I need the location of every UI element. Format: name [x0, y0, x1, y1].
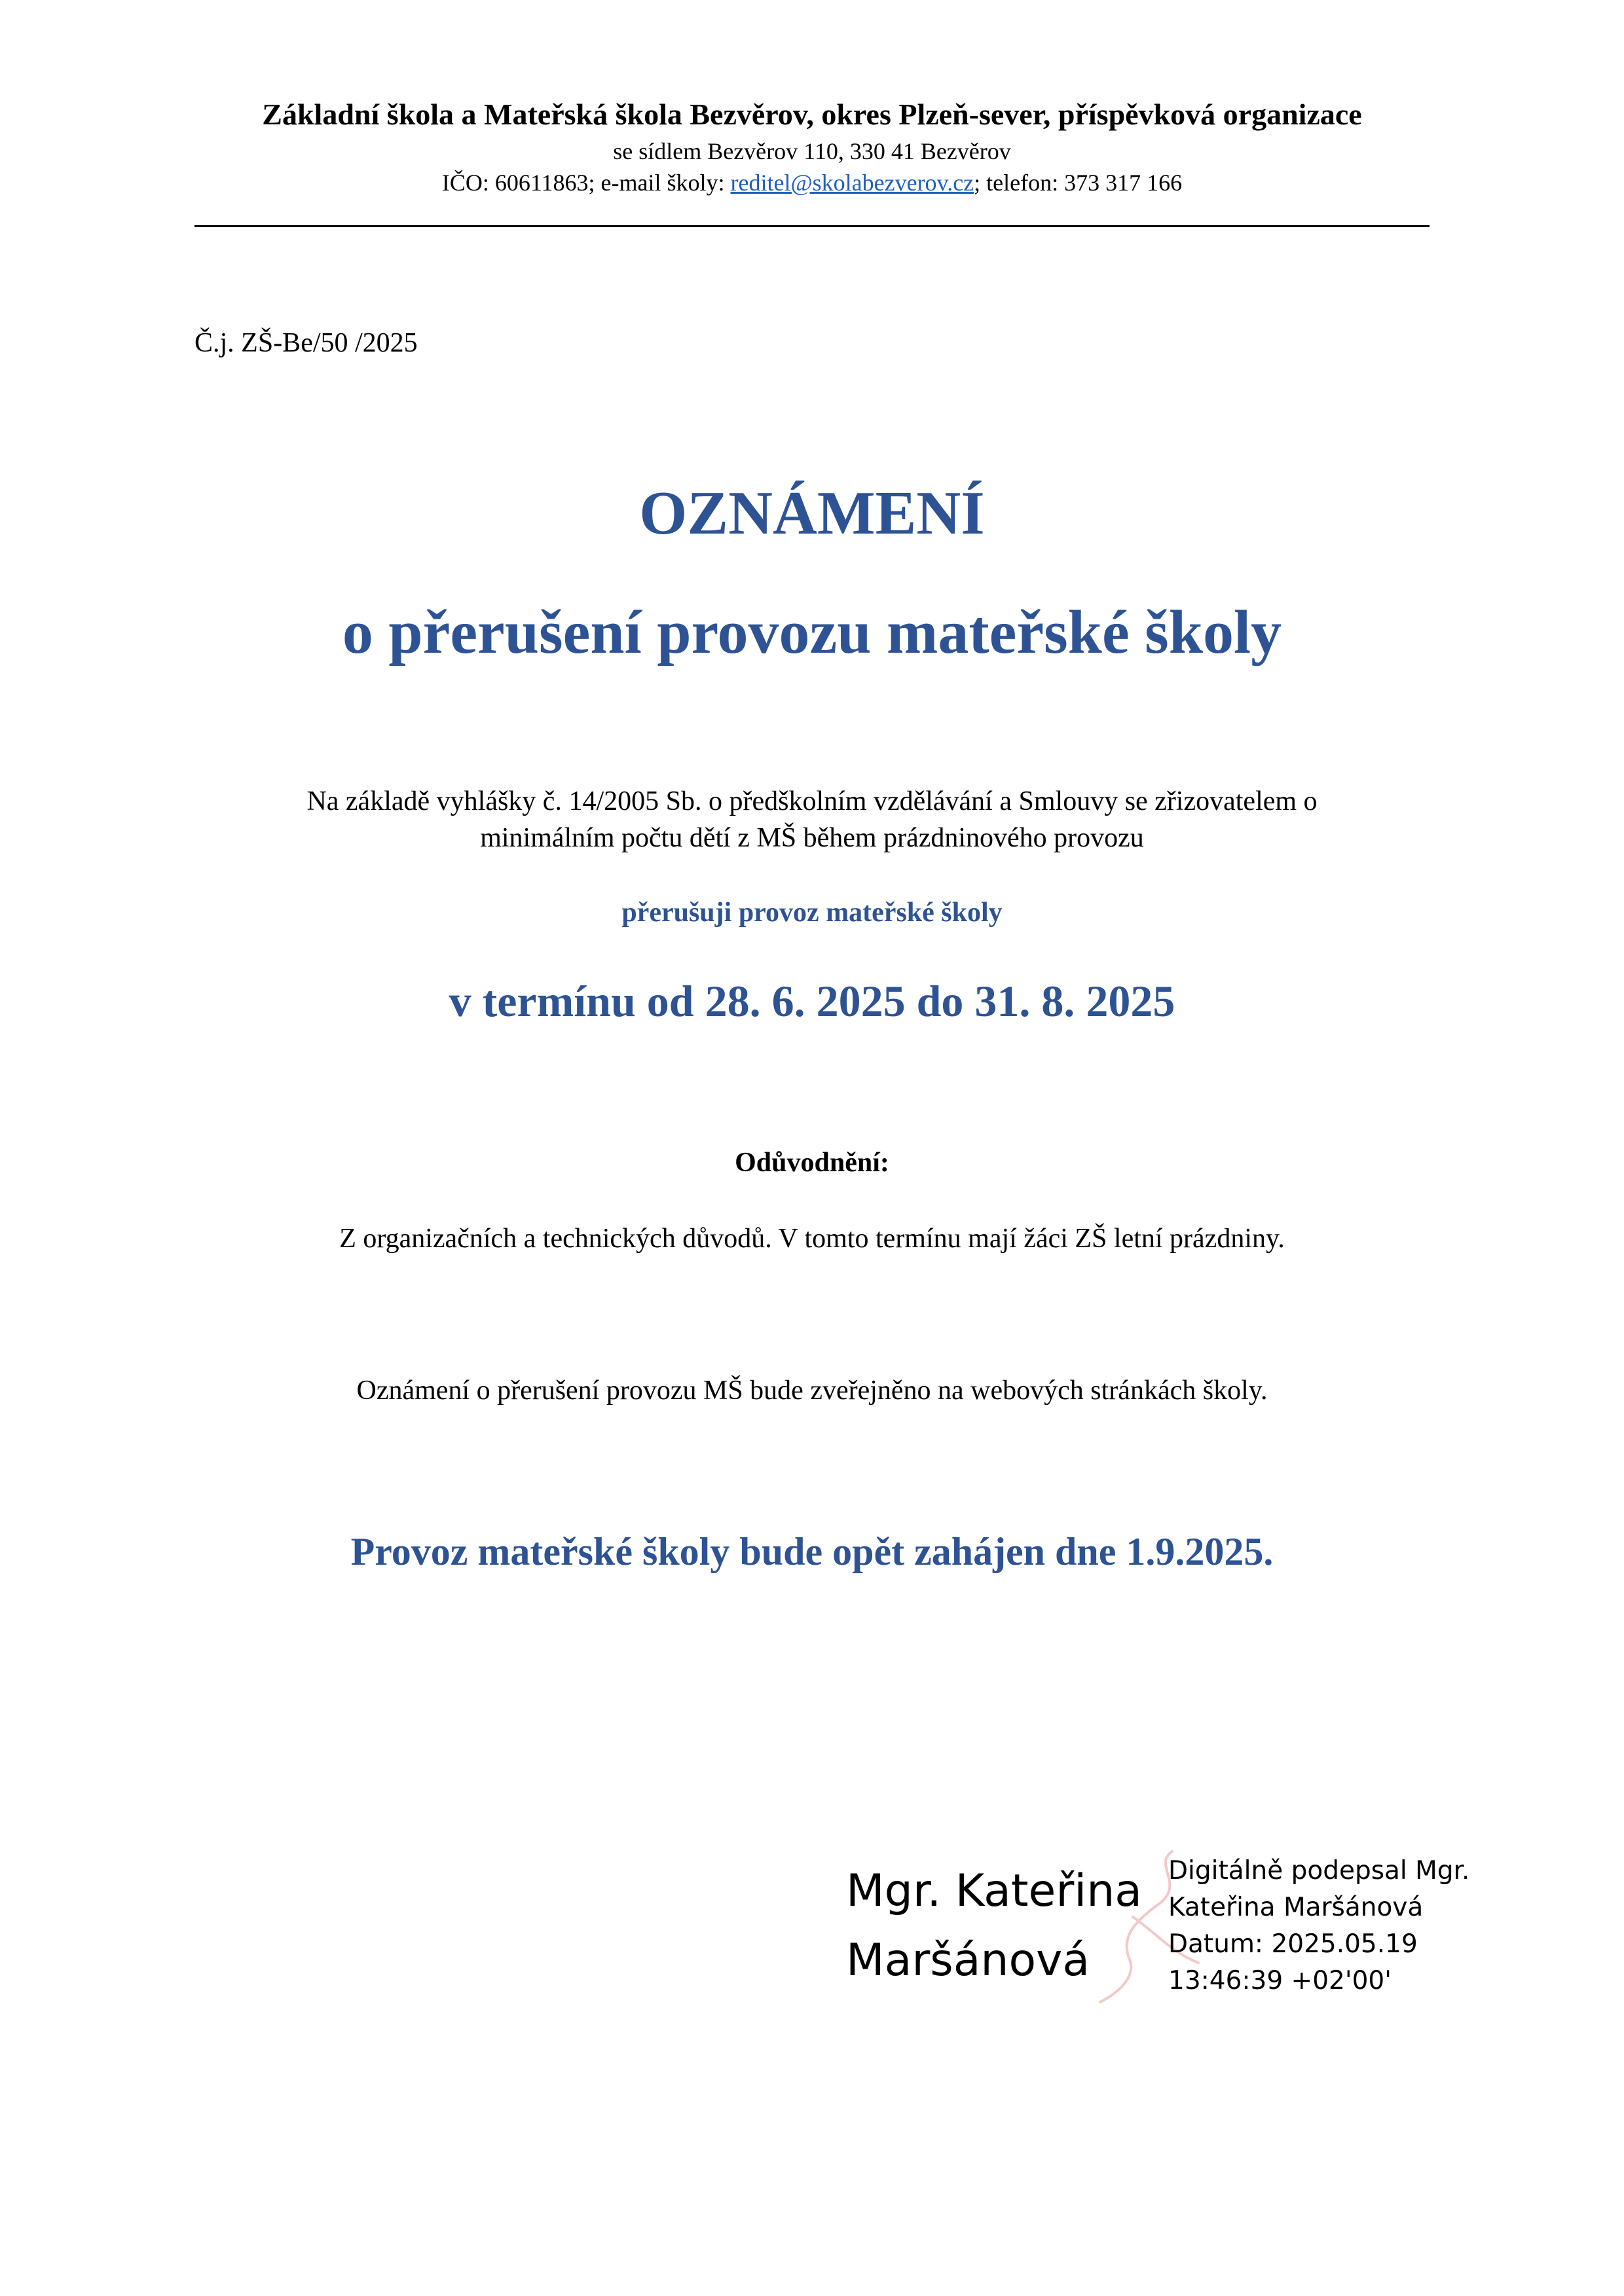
legal-basis-paragraph [0, 783, 1624, 856]
signature-details [1168, 1853, 1469, 1999]
contact-suffix: ; telefon: 373 317 166 [974, 170, 1183, 196]
interruption-statement: přerušuji provoz mateřské školy [621, 898, 1003, 928]
document-title: OZNÁMENÍ [639, 479, 985, 547]
justification-heading: Odůvodnění: [735, 1148, 889, 1178]
publication-note: Oznámení o přerušení provozu MŠ bude zveřejněno na webových stránkách školy. [356, 1376, 1268, 1406]
legal-basis-line-2: minimálním počtu dětí z MŠ během prázdninového provozu [480, 823, 1144, 853]
signature-detail-line-3: Datum: 2025.05.19 [1168, 1929, 1418, 1959]
reopening-statement: Provoz mateřské školy bude opět zahájen dne 1.9.2025. [350, 1530, 1274, 1573]
organization-contact [0, 169, 1624, 196]
justification-text: Z organizačních a technických důvodů. V tomto termínu mají žáci ZŠ letní prázdniny. [339, 1224, 1285, 1254]
signer-name [846, 1857, 1142, 1995]
contact-prefix: IČO: 60611863; e-mail školy: [441, 170, 731, 196]
email-link[interactable]: reditel@skolabezverov.cz [730, 170, 974, 196]
signature-detail-line-1: Digitálně podepsal Mgr. [1168, 1856, 1470, 1886]
organization-name: Základní škola a Mateřská škola Bezvěrov, okres Plzeň-sever, příspěvková organizace [262, 98, 1362, 131]
signature-detail-line-4: 13:46:39 +02'00' [1168, 1966, 1392, 1995]
interruption-term: v termínu od 28. 6. 2025 do 31. 8. 2025 [449, 976, 1175, 1026]
reference-number: Č.j. ZŠ-Be/50 /2025 [194, 328, 418, 358]
signer-name-line-2: Maršánová [846, 1935, 1090, 1986]
header-divider [194, 225, 1430, 227]
signature-detail-line-2: Kateřina Maršánová [1168, 1893, 1424, 1922]
signer-name-line-1: Mgr. Kateřina [846, 1865, 1142, 1917]
legal-basis-line-1: Na základě vyhlášky č. 14/2005 Sb. o předškolním vzdělávání a Smlouvy se zřizovatelem o [306, 786, 1318, 816]
organization-address: se sídlem Bezvěrov 110, 330 41 Bezvěrov [613, 138, 1011, 164]
document-subtitle: o přerušení provozu mateřské školy [342, 598, 1282, 666]
